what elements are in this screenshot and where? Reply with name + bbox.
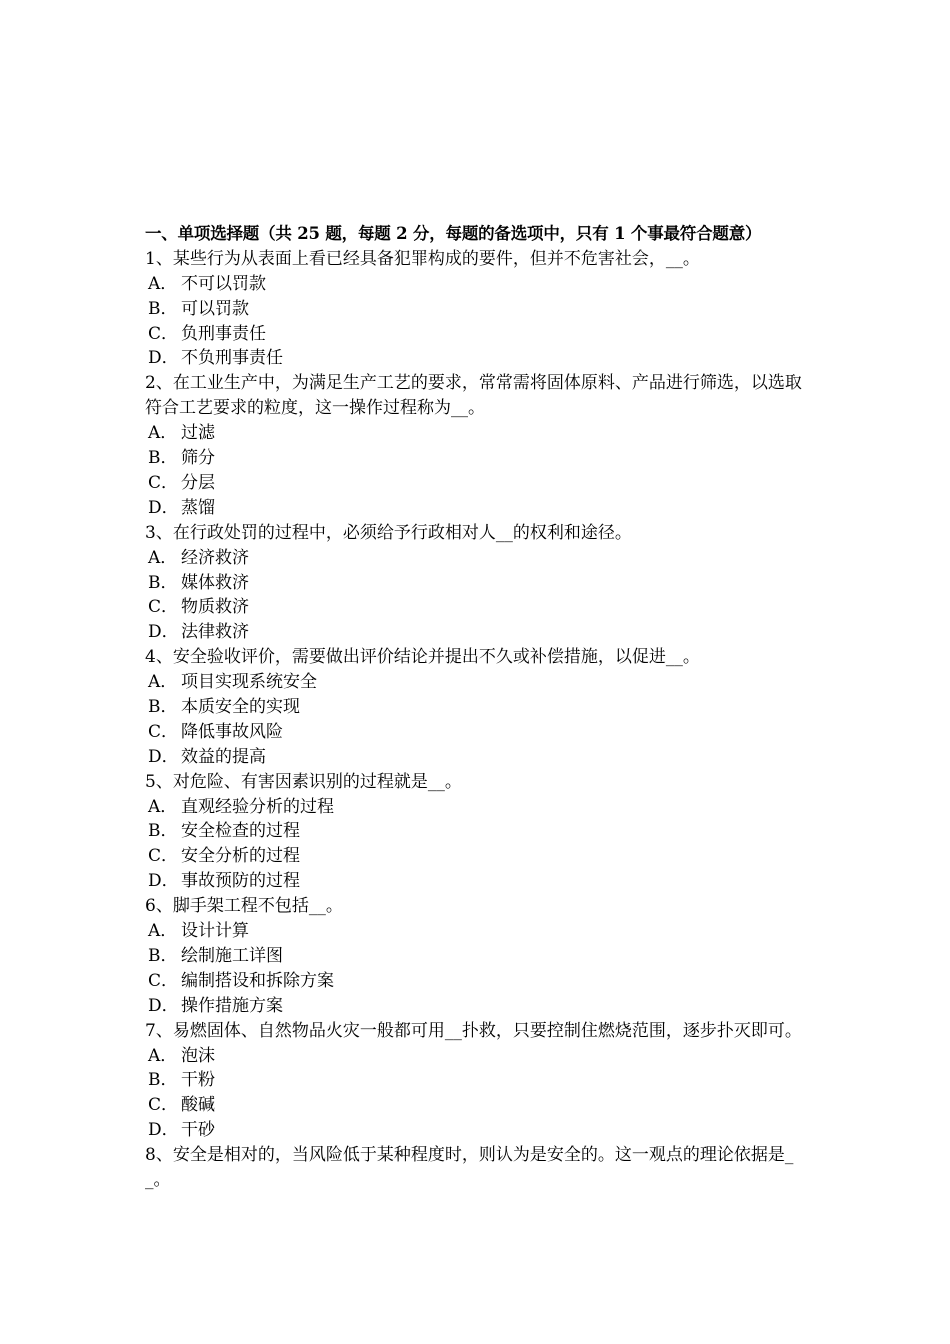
question-text: 7、易燃固体、自然物品火灾一般都可用__扑救，只要控制住燃烧范围，逐步扑灭即可。 — [145, 1020, 802, 1041]
option-text: 不可以罚款 — [181, 273, 266, 294]
option-letter: C． — [148, 1095, 179, 1116]
option-text: 绘制施工详图 — [181, 945, 283, 966]
question-1 — [145, 247, 810, 371]
option-letter: D． — [148, 871, 179, 892]
option-letter: D． — [148, 995, 179, 1016]
option-letter: C． — [148, 323, 179, 344]
option-c — [145, 844, 810, 869]
option-d — [145, 994, 810, 1019]
option-b — [145, 695, 810, 720]
option-letter: A． — [148, 1045, 178, 1066]
option-letter: C． — [148, 472, 179, 493]
question-2 — [145, 371, 810, 520]
option-d — [145, 745, 810, 770]
option-text: 不负刑事责任 — [181, 348, 283, 369]
option-text: 分层 — [181, 472, 215, 493]
option-text: 效益的提高 — [181, 746, 266, 767]
question-7 — [145, 1019, 810, 1143]
question-text: 1、某些行为从表面上看已经具备犯罪构成的要件，但并不危害社会，__。 — [145, 248, 700, 269]
option-text: 操作措施方案 — [181, 995, 283, 1016]
option-text: 媒体救济 — [181, 572, 249, 593]
question-text: 6、脚手架工程不包括__。 — [145, 896, 343, 917]
option-text: 本质安全的实现 — [181, 697, 300, 717]
option-text: 筛分 — [181, 448, 215, 469]
option-letter: D． — [148, 497, 179, 518]
option-letter: A． — [148, 273, 178, 294]
question-3 — [145, 521, 810, 645]
option-d — [145, 346, 810, 371]
option-text: 法律救济 — [181, 622, 249, 643]
option-letter: B． — [148, 945, 178, 966]
option-letter: C． — [148, 846, 179, 867]
option-a — [145, 795, 810, 820]
option-b — [145, 944, 810, 969]
option-letter: A． — [148, 921, 178, 942]
option-text: 干砂 — [181, 1120, 215, 1141]
option-letter: A． — [148, 672, 178, 693]
option-letter: A． — [148, 547, 178, 568]
question-5 — [145, 770, 810, 894]
option-text: 物质救济 — [181, 597, 249, 618]
option-text: 安全检查的过程 — [181, 821, 300, 842]
option-letter: B． — [148, 697, 178, 717]
option-letter: C． — [148, 597, 179, 618]
option-letter: D． — [148, 1120, 179, 1141]
option-text: 安全分析的过程 — [181, 846, 300, 867]
option-text: 酸碱 — [181, 1095, 215, 1116]
option-c — [145, 595, 810, 620]
option-letter: B． — [148, 572, 178, 593]
option-text: 负刑事责任 — [181, 323, 266, 344]
option-letter: B． — [148, 1070, 178, 1091]
option-a — [145, 272, 810, 297]
option-a — [145, 1044, 810, 1069]
document-page — [145, 222, 810, 1193]
option-b — [145, 571, 810, 596]
option-d — [145, 869, 810, 894]
option-c — [145, 1093, 810, 1118]
section-title: 一、单项选择题（共 25 题，每题 2 分，每题的备选项中，只有 1 个事最符合题意） — [145, 224, 762, 243]
option-d — [145, 496, 810, 521]
option-a — [145, 919, 810, 944]
option-text: 项目实现系统安全 — [181, 672, 317, 693]
option-c — [145, 720, 810, 745]
option-d — [145, 1118, 810, 1143]
option-text: 直观经验分析的过程 — [181, 796, 334, 817]
option-text: 可以罚款 — [181, 298, 249, 319]
question-8 — [145, 1143, 810, 1193]
option-letter: D． — [148, 348, 179, 369]
option-d — [145, 620, 810, 645]
question-text: 5、对危险、有害因素识别的过程就是__。 — [145, 771, 462, 792]
option-letter: D． — [148, 622, 179, 643]
option-letter: D． — [148, 746, 179, 767]
option-c — [145, 471, 810, 496]
option-b — [145, 1068, 810, 1093]
option-a — [145, 546, 810, 571]
option-text: 设计计算 — [181, 921, 249, 942]
option-text: 降低事故风险 — [181, 721, 283, 742]
question-6 — [145, 894, 810, 1018]
question-text: 4、安全验收评价，需要做出评价结论并提出不久或补偿措施，以促进__。 — [145, 647, 700, 668]
option-text: 编制搭设和拆除方案 — [181, 970, 334, 991]
option-text: 事故预防的过程 — [181, 871, 300, 892]
option-c — [145, 969, 810, 994]
option-b — [145, 297, 810, 322]
option-text: 泡沫 — [181, 1045, 215, 1066]
option-text: 蒸馏 — [181, 497, 215, 518]
option-text: 过滤 — [181, 423, 215, 444]
option-b — [145, 446, 810, 471]
question-text: 3、在行政处罚的过程中，必须给予行政相对人__的权利和途径。 — [145, 522, 632, 543]
option-letter: B． — [148, 448, 178, 469]
question-text: 2、在工业生产中，为满足生产工艺的要求，常常需将固体原料、产品进行筛选，以选取符合工艺要求的粒度，这一操作过程称为__。 — [145, 373, 802, 419]
option-a — [145, 421, 810, 446]
option-letter: B． — [148, 298, 178, 319]
option-letter: A． — [148, 796, 178, 817]
option-text: 干粉 — [181, 1070, 215, 1091]
question-4 — [145, 645, 810, 769]
option-a — [145, 670, 810, 695]
option-b — [145, 819, 810, 844]
option-letter: C． — [148, 721, 179, 742]
option-c — [145, 322, 810, 347]
question-text: 8、安全是相对的，当风险低于某种程度时，则认为是安全的。这一观点的理论依据是__。 — [145, 1145, 794, 1190]
option-letter: A． — [148, 423, 178, 444]
option-letter: B． — [148, 821, 178, 842]
option-text: 经济救济 — [181, 547, 249, 568]
option-letter: C． — [148, 970, 179, 991]
